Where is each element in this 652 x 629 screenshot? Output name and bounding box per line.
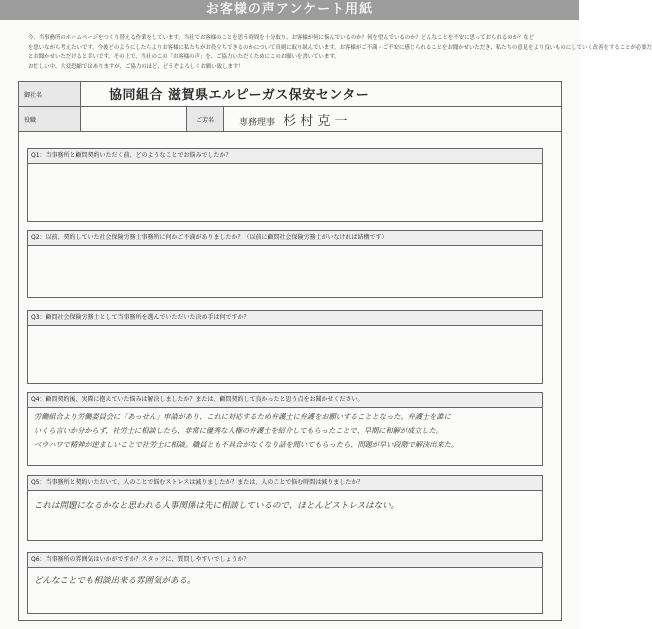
name-value: 杉 村 克 一 — [283, 114, 348, 129]
question-label: Q4：顧問契約後、実際に抱えていた悩みは解決しましたか？または、顧問契約して良かったと思う点をお聞かせください。 — [28, 393, 542, 408]
answer-line: ベウハワで精神が逆ましいことで社労士に相談。職員とも不具合がなくなり話を聞いてもらったら、問題が早い段階で解決出来た。 — [34, 440, 459, 449]
company-value[interactable]: 協同組合 滋賀県エルピーガス保安センター — [109, 88, 370, 103]
answer-area[interactable] — [28, 326, 542, 330]
answer-area[interactable] — [28, 568, 542, 590]
question-box-q1 — [27, 148, 543, 222]
answer-area[interactable] — [28, 408, 542, 454]
answer-area[interactable] — [28, 246, 542, 250]
intro-text — [28, 34, 652, 72]
intro-line: を思いながら考えたいです。今後どのようにしたらよりお客様に私たちがお役立ちできるのかについて真剣に取り組んでいます。お客様がご不満・ご不安に感じられることをお聞かせいただき、私たちの意見をより良いものにしていく改善をすることが必要だ — [28, 44, 652, 51]
name-row — [19, 107, 561, 132]
survey-form — [18, 81, 562, 621]
intro-line: とお聞かせいただけると幸いです。その上で、当社のこの「お客様の声」を、ご協力いただくためにこのお願いを書いています。 — [28, 54, 340, 60]
answer-line: どんなことでも相談出来る雰囲気がある。 — [34, 576, 196, 586]
name-value-field[interactable] — [239, 110, 348, 129]
question-box-q5 — [27, 475, 543, 541]
question-label: Q2：以前、契約していた社会保険労務士事務所に何かご不満がありましたか？（以前に顧問社会保険労務士がいなければ結構です） — [28, 231, 542, 246]
question-box-q6 — [27, 552, 543, 614]
company-label: 御社名 — [19, 82, 81, 106]
intro-line: お忙しい中、大変恐縮ではありますが、ご協力のほど、どうぞよろしくお願い致します！ — [28, 63, 244, 70]
answer-area[interactable] — [28, 491, 542, 515]
question-label: Q1：当事務所と顧問契約いただく前、どのようなことでお悩みでしたか？ — [28, 149, 542, 164]
company-row — [19, 82, 561, 107]
intro-line: 今、当事務所のホームページをつくり替える作業をしています。当社でお客様のことを思う時間を十分取り、お客様が何に悩んでいるのか？何を望んでいるのか？どんなことを不安に思っておられるのか？など — [28, 35, 535, 41]
name-role: 専務理事 — [239, 118, 276, 128]
position-label: 役職 — [19, 107, 81, 131]
question-label: Q3：顧問社会保険労務士として当事務所を選んでいただいた決め手は何ですか？ — [28, 311, 542, 326]
question-box-q2 — [27, 230, 543, 298]
answer-line: 労働組合より労働委員会に「あっせん」申請があり、これに対応するため弁護士に弁護をお願いすることとなった。弁護士を誰に — [34, 412, 451, 421]
page-title: お客様の声アンケート用紙 — [0, 0, 579, 20]
question-box-q3 — [27, 310, 543, 384]
question-label: Q5：当事務所と契約いただいて、人のことで悩むストレスは減りましたか？または、人のことで悩む時間は減りましたか？ — [28, 476, 542, 491]
question-box-q4 — [27, 392, 543, 466]
answer-line: いくら言いか分からず、社労士に相談したら、非常に優秀な人権の弁護士を紹介してもらったことで、早期に和解が成立した。 — [34, 426, 443, 435]
question-label: Q6：当事務所の雰囲気はいかがですか？スタッフに、質問しやすいでしょうか？ — [28, 553, 542, 568]
name-label: ご芳名 — [186, 107, 224, 131]
answer-area[interactable] — [28, 164, 542, 168]
answer-line: これは問題になるかなと思われる人事関係は先に相談しているので、ほとんどストレスはない。 — [34, 501, 400, 511]
